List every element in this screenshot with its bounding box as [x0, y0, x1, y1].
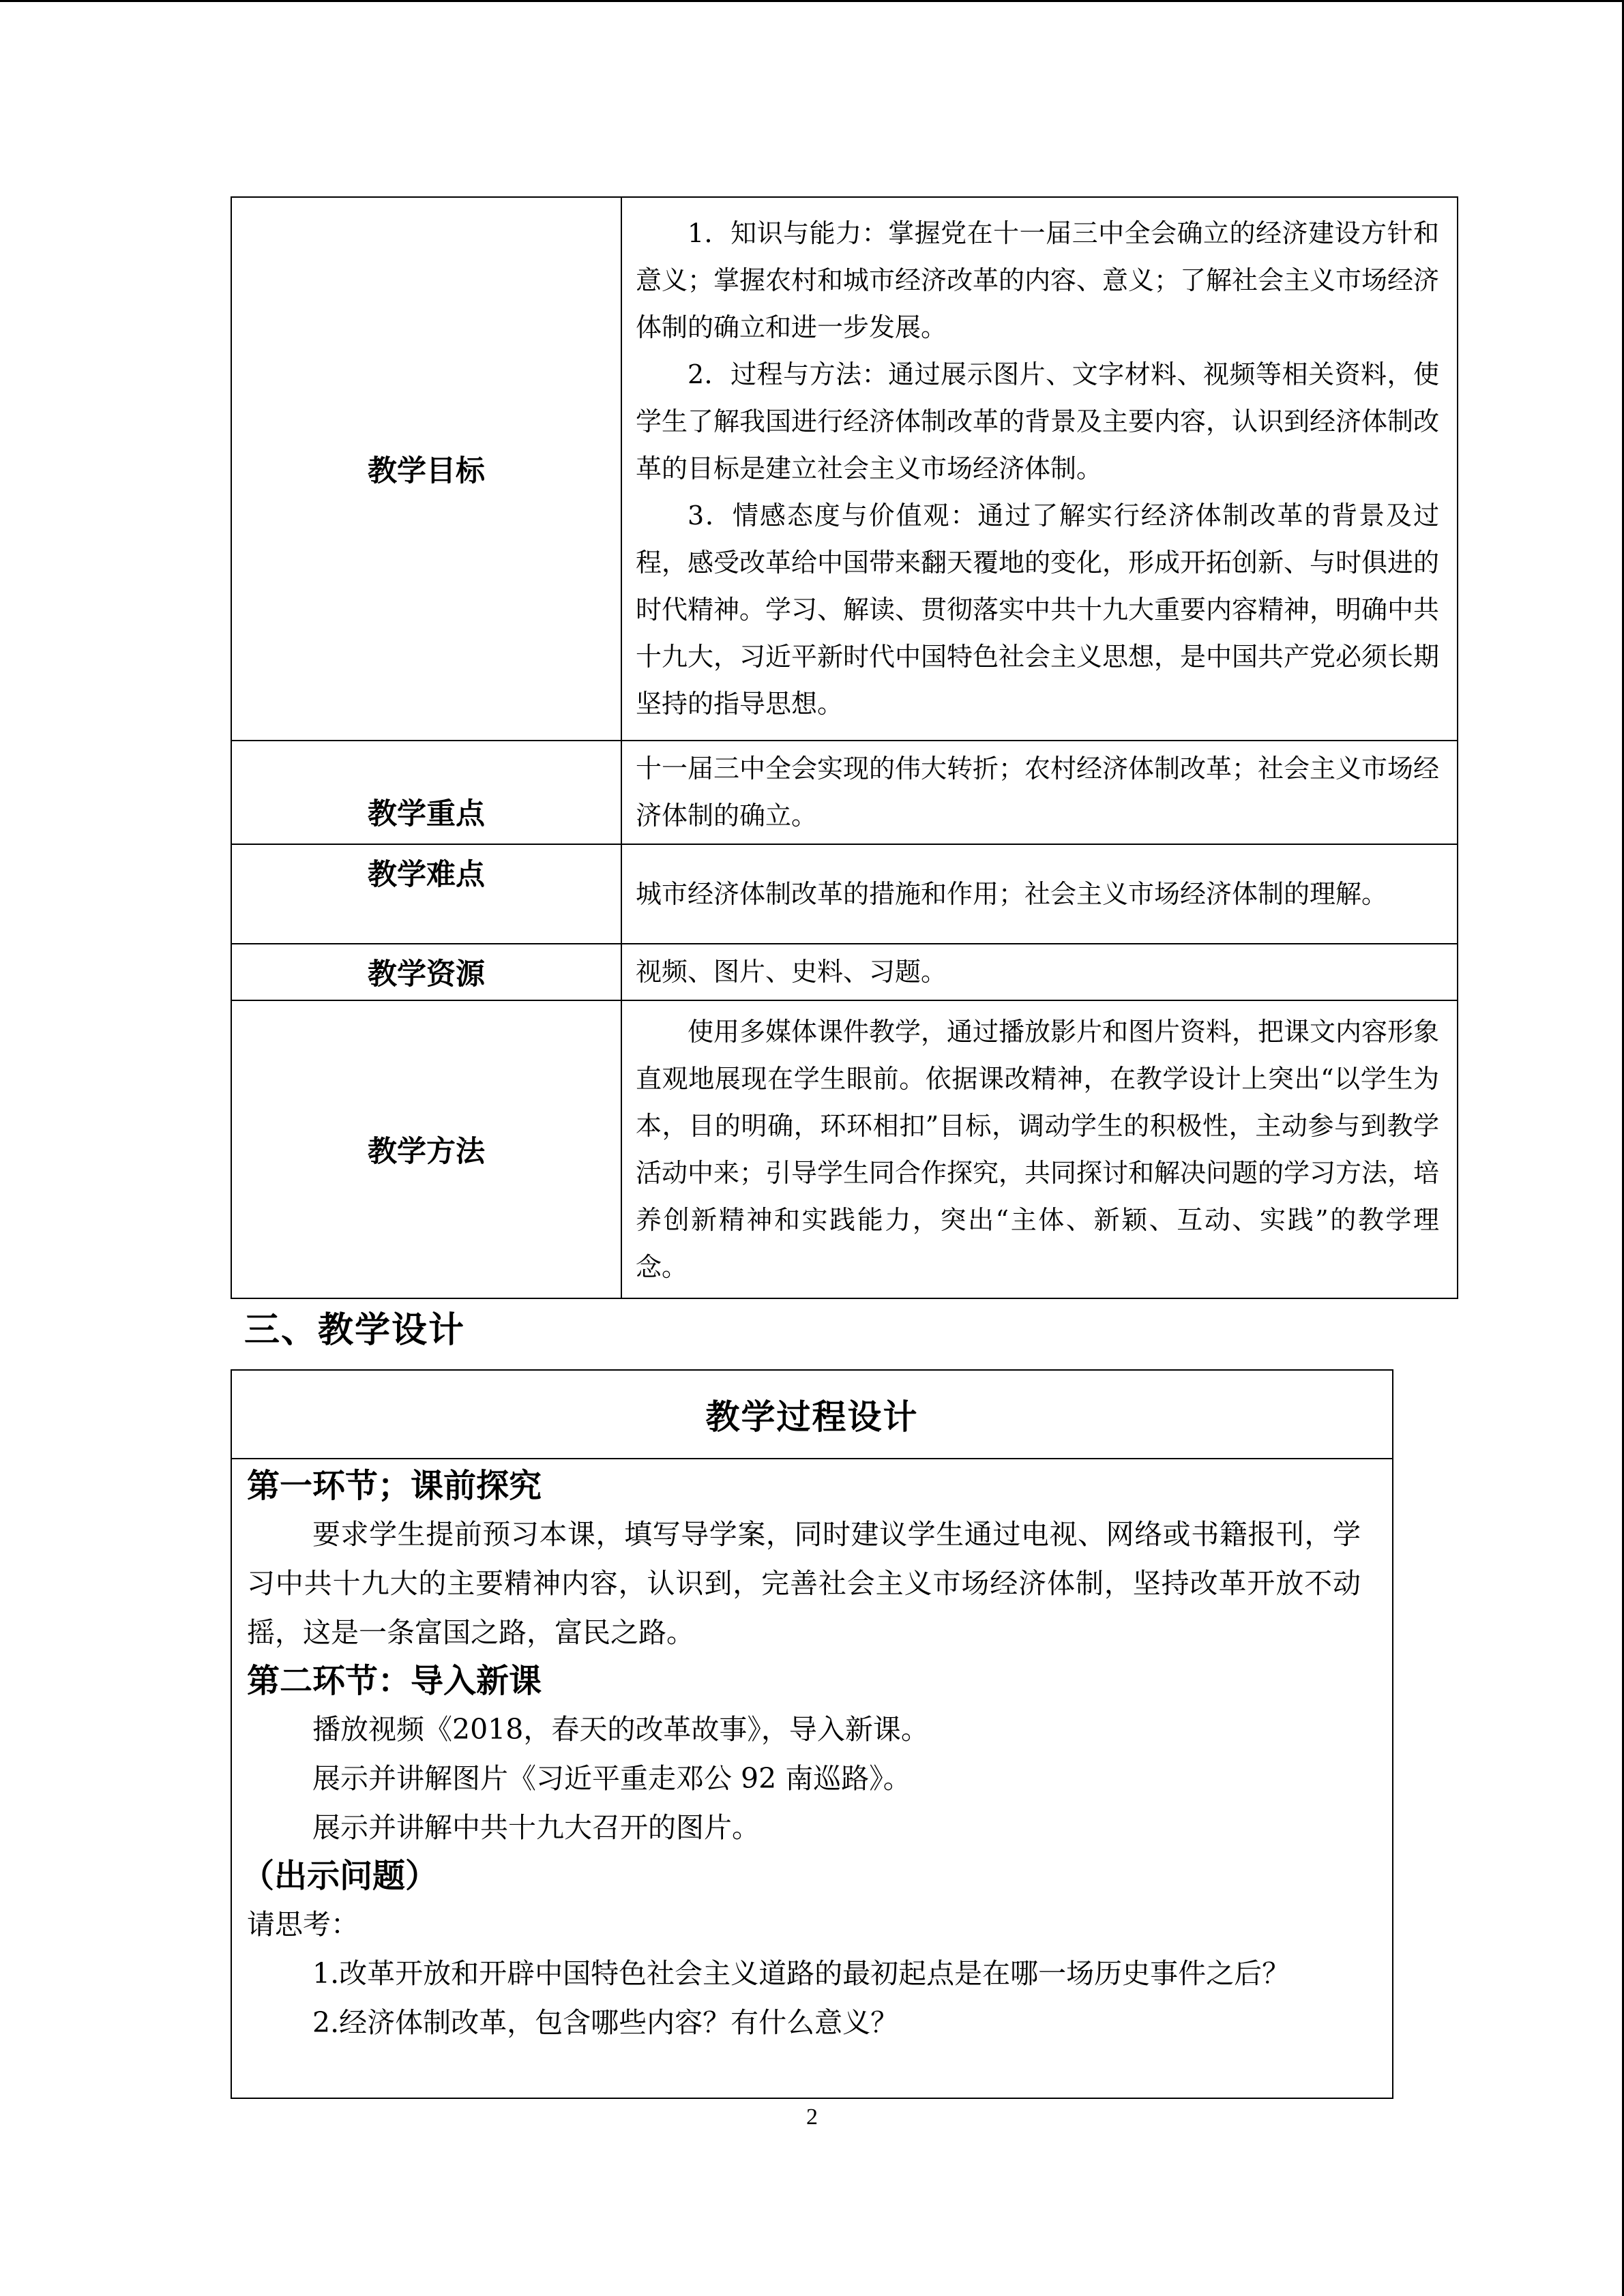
question-heading: （出示问题） — [241, 1857, 439, 1895]
difficulties-content: 城市经济体制改革的措施和作用；社会主义市场经济体制的理解。 — [621, 844, 1458, 944]
row-label: 教学难点 — [231, 844, 621, 944]
resources-content: 视频、图片、史料、习题。 — [621, 944, 1458, 1000]
think-label: 请思考： — [247, 1908, 359, 1941]
step2-heading: 第二环节：导入新课 — [247, 1662, 542, 1700]
question-item: 2.经济体制改革，包含哪些内容？有什么意义？ — [312, 2006, 899, 2039]
table-row-key-points — [231, 741, 1458, 844]
top-border-line — [0, 0, 1624, 2]
table-row-difficulties — [231, 844, 1458, 944]
step1-heading: 第一环节；课前探究 — [247, 1467, 542, 1505]
teaching-process-box — [231, 1369, 1393, 2099]
step2-line: 展示并讲解中共十九大召开的图片。 — [312, 1811, 760, 1844]
step2-line: 播放视频《2018，春天的改革故事》，导入新课。 — [312, 1713, 929, 1746]
objectives-content — [621, 197, 1458, 741]
methods-content — [621, 1000, 1458, 1298]
row-label: 教学重点 — [231, 741, 621, 844]
objective-paragraph: 1．知识与能力：掌握党在十一届三中全会确立的经济建设方针和意义；掌握农村和城市经济改革的内容、意义；了解社会主义市场经济体制的确立和进一步发展。 — [636, 218, 1440, 342]
teaching-process-title: 教学过程设计 — [232, 1371, 1392, 1459]
row-label: 教学目标 — [231, 197, 621, 741]
objective-paragraph: 2．过程与方法：通过展示图片、文字材料、视频等相关资料，使学生了解我国进行经济体制改革的背景及主要内容，认识到经济体制改革的目标是建立社会主义市场经济体制。 — [636, 359, 1440, 483]
section-heading: 三、教学设计 — [244, 1310, 466, 1351]
methods-paragraph: 使用多媒体课件教学，通过播放影片和图片资料，把课文内容形象直观地展现在学生眼前。依据课改精神，在教学设计上突出“以学生为本，目的明确，环环相扣”目标，调动学生的积极性，主动参与到教学活动中来；引导学生同合作探究，共同探讨和解决问题的学习方法，培养创新精神和实践能力，突出“主体、新颖、互动、实践”的教学理念。 — [636, 1016, 1440, 1282]
row-label: 教学方法 — [231, 1000, 621, 1298]
lesson-info-table — [231, 196, 1458, 1299]
objective-paragraph: 3．情感态度与价值观：通过了解实行经济体制改革的背景及过程，感受改革给中国带来翻天覆地的变化，形成开拓创新、与时俱进的时代精神。学习、解读、贯彻落实中共十九大重要内容精神，明确中共十九大，习近平新时代中国特色社会主义思想，是中国共产党必须长期坚持的指导思想。 — [636, 501, 1440, 719]
page-number: 2 — [806, 2104, 818, 2130]
table-row-resources — [231, 944, 1458, 1000]
row-label: 教学资源 — [231, 944, 621, 1000]
step1-text: 要求学生提前预习本课，填写导学案，同时建议学生通过电视、网络或书籍报刊，学习中共十九大的主要精神内容，认识到，完善社会主义市场经济体制，坚持改革开放不动摇，这是一条富国之路，富民之路。 — [247, 1518, 1361, 1649]
teaching-process-body — [232, 1459, 1392, 2047]
key-points-content: 十一届三中全会实现的伟大转折；农村经济体制改革；社会主义市场经济体制的确立。 — [621, 741, 1458, 844]
table-row-objectives — [231, 197, 1458, 741]
step2-line: 展示并讲解图片《习近平重走邓公 92 南巡路》。 — [312, 1762, 911, 1795]
question-item: 1.改革开放和开辟中国特色社会主义道路的最初起点是在哪一场历史事件之后？ — [312, 1957, 1290, 1990]
table-row-methods — [231, 1000, 1458, 1298]
